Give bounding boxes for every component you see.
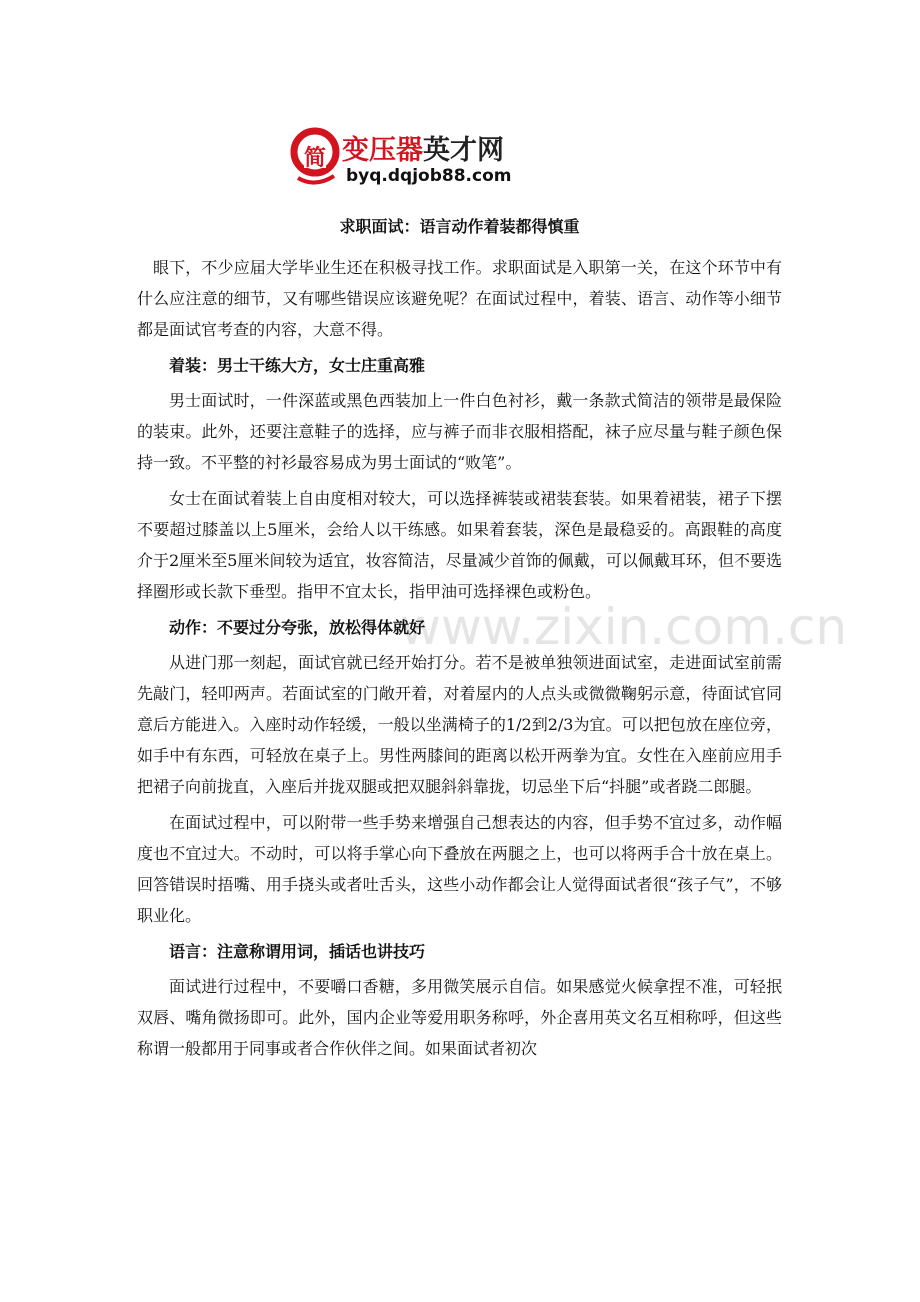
- article: [137, 212, 782, 1069]
- paragraph-hand-gestures: 在面试过程中，可以附带一些手势来增强自己想表达的内容，但手势不宜过多，动作幅度也不宜过大。不动时，可以将手掌心向下叠放在两腿之上，也可以将两手合十放在桌上。回答错误时捂嘴、用手挠头或者吐舌头，这些小动作都会让人觉得面试者很“孩子气”，不够职业化。: [137, 813, 782, 925]
- logo-url: byq.dqjob88.com: [346, 166, 512, 186]
- paragraph-men-attire: 男士面试时，一件深蓝或黑色西装加上一件白色衬衫，戴一条款式简洁的领带是最保险的装束。此外，还要注意鞋子的选择，应与裤子而非衣服相搭配，袜子应尽量与鞋子颜色保持一致。不平整的衬衫最容易成为男士面试的“败笔”。: [137, 391, 782, 472]
- paragraph-women-attire: 女士在面试着装上自由度相对较大，可以选择裤装或裙装套装。如果着裙装，裙子下摆不要超过膝盖以上5厘米，会给人以干练感。如果着套装，深色是最稳妥的。高跟鞋的高度介于2厘米至5厘米间较为适宜，妆容简洁，尽量减少首饰的佩戴，可以佩戴耳环，但不要选择圈形或长款下垂型。指甲不宜太长，指甲油可选择裸色或粉色。: [137, 489, 782, 601]
- intro-paragraph: 眼下，不少应届大学毕业生还在积极寻找工作。求职面试是入职第一关，在这个环节中有什么应注意的细节，又有哪些错误应该避免呢？在面试过程中，着装、语言、动作等小细节都是面试官考查的内容，大意不得。: [137, 258, 782, 339]
- resume-seal-icon: [290, 122, 340, 190]
- watermark: www.zixin.com.cn: [400, 598, 848, 656]
- logo-brand-red: 变压器: [342, 135, 423, 166]
- section-heading-attire: 着装：男士干练大方，女士庄重高雅: [169, 356, 426, 375]
- site-logo: [290, 122, 540, 192]
- paragraph-language: 面试进行过程中，不要嚼口香糖，多用微笑展示自信。如果感觉火候拿捏不准，可轻抿双唇、嘴角微扬即可。此外，国内企业等爱用职务称呼，外企喜用英文名互相称呼，但这些称谓一般都用于同事或者合作伙伴之间。如果面试者初次: [137, 977, 782, 1058]
- section-heading-language: 语言：注意称谓用词，插话也讲技巧: [169, 942, 426, 961]
- svg-text:简: 简: [303, 146, 327, 171]
- logo-brand: [342, 128, 504, 167]
- section-heading-gestures: 动作：不要过分夸张，放松得体就好: [169, 618, 426, 637]
- article-title: 求职面试：语言动作着装都得慎重: [339, 217, 580, 236]
- logo-brand-dark: 英才网: [423, 135, 504, 166]
- paragraph-entering: 从进门那一刻起，面试官就已经开始打分。若不是被单独领进面试室，走进面试室前需先敲门，轻叩两声。若面试室的门敞开着，对着屋内的人点头或微微鞠躬示意，待面试官同意后方能进入。入座时动作轻缓，一般以坐满椅子的1/2到2/3为宜。可以把包放在座位旁，如手中有东西，可轻放在桌子上。男性两膝间的距离以松开两拳为宜。女性在入座前应用手把裙子向前拢直，入座后并拢双腿或把双腿斜斜靠拢，切忌坐下后“抖腿”或者跷二郎腿。: [137, 653, 782, 796]
